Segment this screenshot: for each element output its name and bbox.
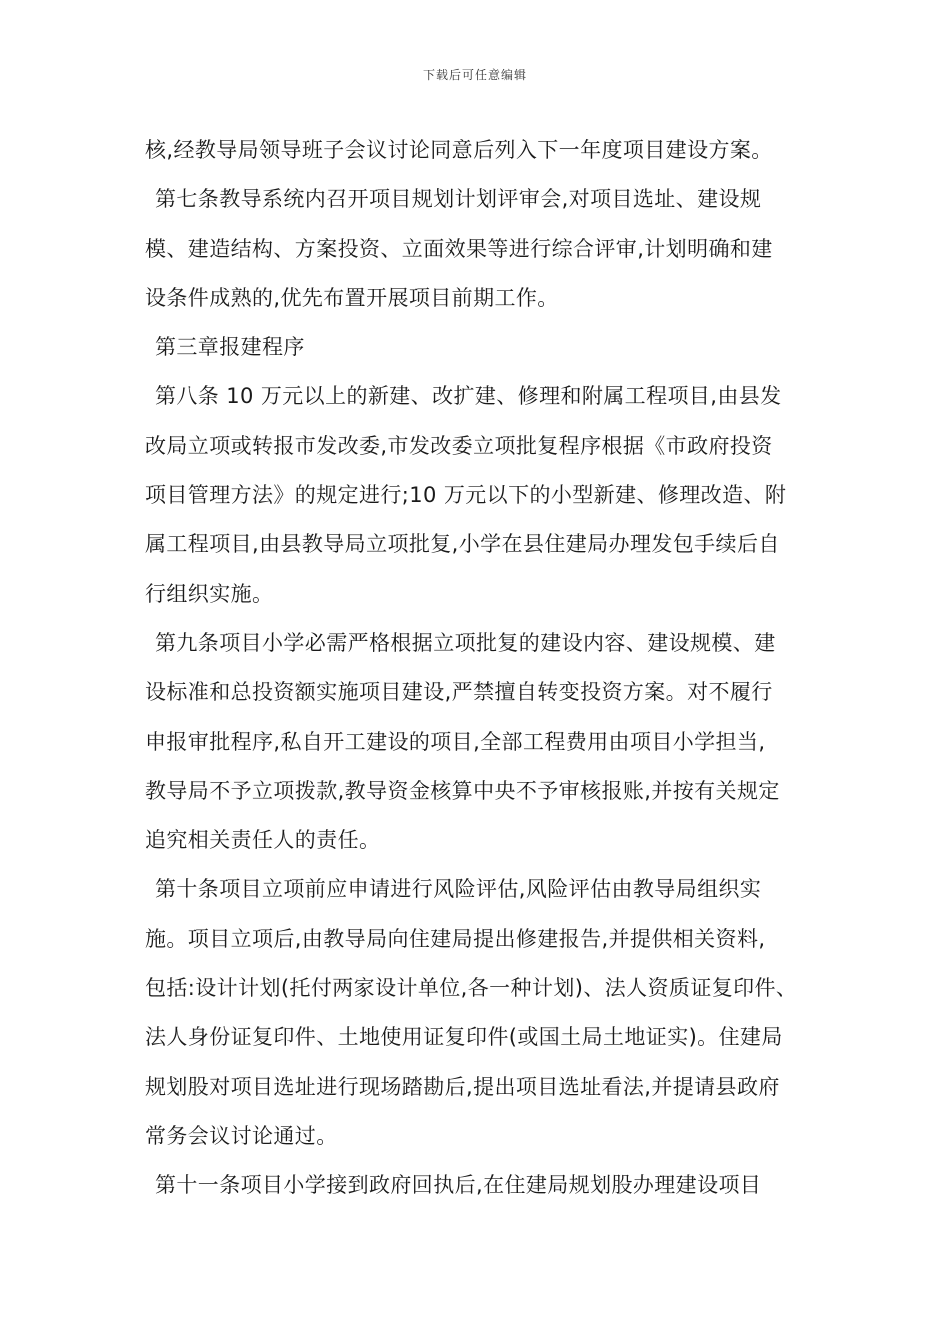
text-line: 第九条项目小学必需严格根据立项批复的建设内容、建设规模、建 [155,630,776,655]
text-line: 第七条教导系统内召开项目规划计划评审会,对项目选址、建设规 [155,187,762,212]
text-line: 改局立项或转报市发改委,市发改委立项批复程序根据《市政府投资 [145,433,773,458]
text-line: 包括:设计计划(托付两家设计单位,各一种计划)、法人资质证复印件、 [145,976,798,1001]
text-line: 设标准和总投资额实施项目建设,严禁擅自转变投资方案。对不履行 [145,680,773,705]
text-line: 教导局不予立项拨款,教导资金核算中央不予审核报账,并按有关规定 [145,778,780,803]
text-line: 施。项目立项后,由教导局向住建局提出修建报告,并提供相关资料, [145,926,766,951]
page-header: 下载后可任意编辑 [422,68,527,82]
text-line: 设条件成熟的,优先布置开展项目前期工作。 [145,285,559,310]
text-line: 第八条 10 万元以上的新建、改扩建、修理和附属工程项目,由县发 [155,384,782,409]
text-line: 法人身份证复印件、土地使用证复印件(或国土局土地证实)。住建局 [145,1025,783,1050]
text-line: 第十一条项目小学接到政府回执后,在住建局规划股办理建设项目 [155,1173,762,1198]
text-line: 追究相关责任人的责任。 [145,828,381,853]
text-line: 常务会议讨论通过。 [145,1123,338,1148]
text-line: 规划股对项目选址进行现场踏勘后,提出项目选址看法,并提请县政府 [145,1074,780,1099]
text-line: 申报审批程序,私自开工建设的项目,全部工程费用由项目小学担当, [145,729,766,754]
text-line: 模、建造结构、方案投资、立面效果等进行综合评审,计划明确和建 [145,236,773,261]
document-body [145,126,815,1211]
text-line: 项目管理方法》的规定进行;10 万元以下的小型新建、修理改造、附 [145,483,787,508]
text-line: 第十条项目立项前应申请进行风险评估,风险评估由教导局组织实 [155,877,762,902]
text-line: 核,经教导局领导班子会议讨论同意后列入下一年度项目建设方案。 [145,138,773,162]
text-line: 属工程项目,由县教导局立项批复,小学在县住建局办理发包手续后自 [145,532,780,557]
text-line: 行组织实施。 [145,581,274,606]
text-line: 第三章报建程序 [155,335,305,360]
